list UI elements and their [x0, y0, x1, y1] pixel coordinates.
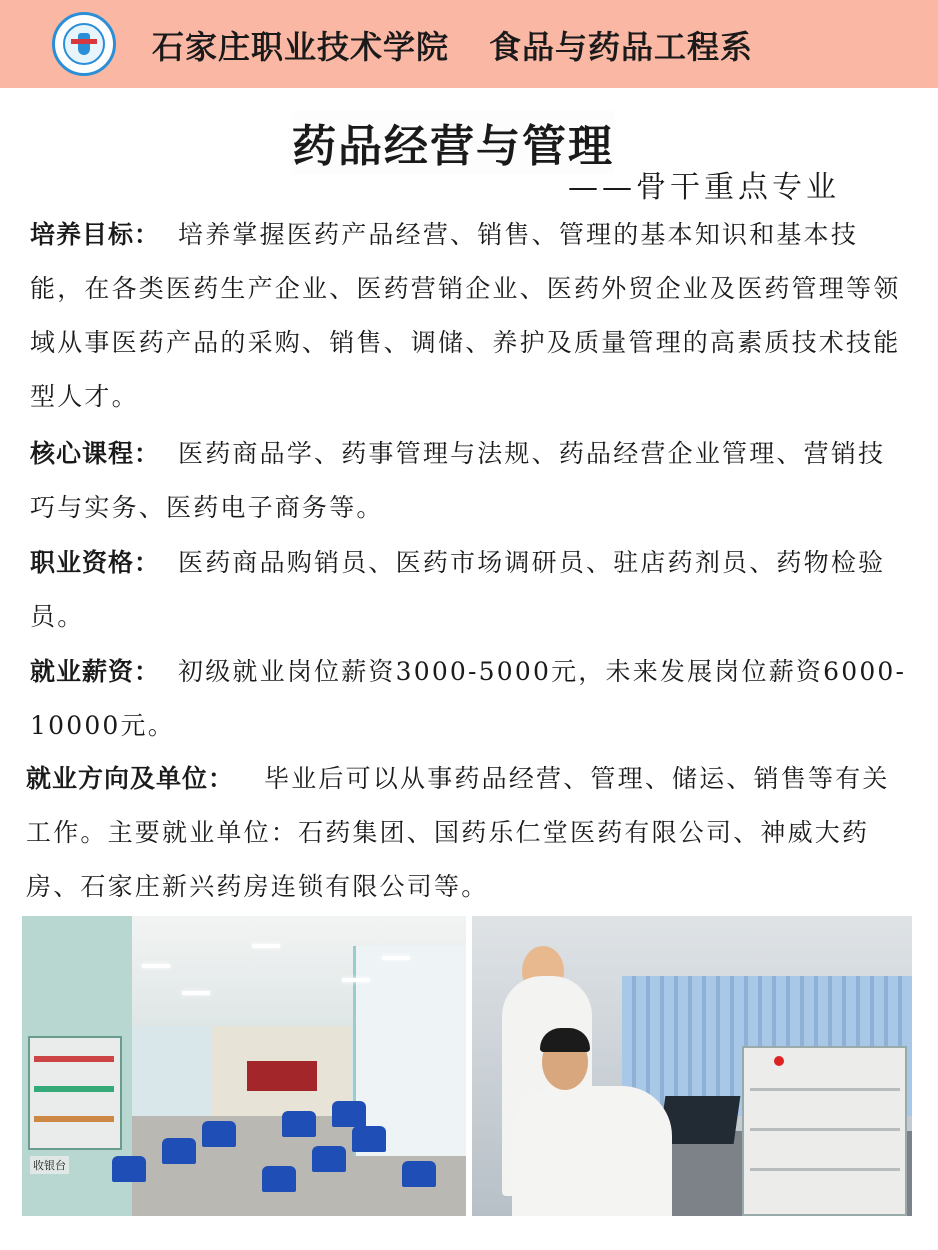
cashier-sign: 收银台: [30, 1156, 69, 1174]
section-text: 毕业后可以从事药品经营、管理、储运、销售等有关工作。主要就业单位：石药集团、国药乐仁堂医药有限公司、神威大药房、石家庄新兴药房连锁有限公司等。: [26, 764, 890, 901]
section-label: 职业资格：: [30, 548, 161, 577]
header-title: [152, 22, 753, 68]
section-text: 医药商品购销员、医药市场调研员、驻店药剂员、药物检验员。: [30, 548, 886, 631]
chair: [112, 1156, 146, 1182]
page-title: 药品经营与管理: [292, 110, 614, 174]
pharmacy-shelf: [28, 1036, 122, 1150]
section-qualifications: [30, 536, 910, 644]
header-banner: [0, 0, 938, 88]
logo-emblem-icon: [63, 23, 105, 65]
chair: [202, 1121, 236, 1147]
section-text: 培养掌握医药产品经营、销售、管理的基本知识和基本技能，在各类医药生产企业、医药营销企业、医药外贸企业及医药管理等领域从事医药产品的采购、销售、调储、养护及质量管理的高素质技术技能型人才。: [30, 220, 901, 411]
school-logo: [52, 12, 116, 76]
chair: [262, 1166, 296, 1192]
chair: [282, 1111, 316, 1137]
lab-instrument: [742, 1046, 907, 1216]
section-employment: [26, 752, 906, 914]
section-training-goal: [30, 208, 910, 424]
section-text: 医药商品学、药事管理与法规、药品经营企业管理、营销技巧与实务、医药电子商务等。: [30, 439, 886, 522]
section-salary: [30, 645, 910, 753]
chair: [162, 1138, 196, 1164]
chair: [332, 1101, 366, 1127]
page-subtitle: ——骨干重点专业: [568, 170, 840, 205]
section-core-courses: [30, 427, 910, 535]
section-label: 就业方向及单位：: [26, 764, 235, 793]
chair: [312, 1146, 346, 1172]
section-label: 核心课程：: [30, 439, 161, 468]
section-label: 培养目标：: [30, 220, 161, 249]
section-text: 初级就业岗位薪资3000-5000元，未来发展岗位薪资6000-10000元。: [30, 657, 907, 740]
laboratory-photo: [472, 916, 912, 1216]
seated-technician: [512, 1086, 672, 1216]
chair: [402, 1161, 436, 1187]
school-name: 石家庄职业技术学院: [152, 28, 450, 66]
classroom-photo: [22, 916, 466, 1216]
department-name: 食品与药品工程系: [489, 28, 754, 66]
chair: [352, 1126, 386, 1152]
section-label: 就业薪资：: [30, 657, 161, 686]
